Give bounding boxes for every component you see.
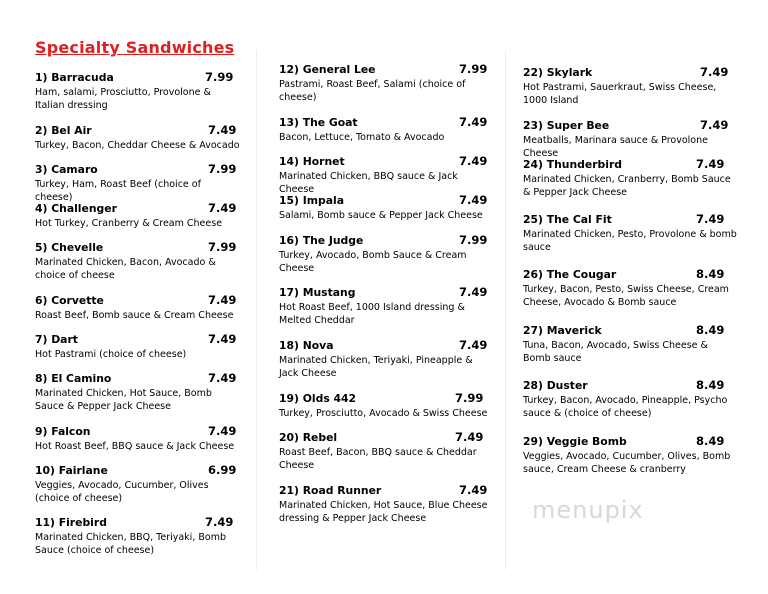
item-price: 8.49: [696, 267, 725, 281]
item-name: 11) Firebird: [35, 516, 107, 529]
menu-item: [523, 158, 738, 199]
item-description: Turkey, Prosciutto, Avocado & Swiss Cheese: [279, 408, 488, 419]
item-name: 27) Maverick: [523, 324, 602, 337]
item-price: 7.49: [208, 332, 237, 346]
item-description: Turkey, Ham, Roast Beef (choice of cheese): [35, 179, 201, 203]
item-description: Ham, salami, Prosciutto, Provolone & Italian dressing: [35, 87, 211, 111]
item-name: 22) Skylark: [523, 66, 593, 79]
menu-item: [35, 241, 240, 282]
menu-item: [35, 333, 240, 361]
menu-item: [35, 464, 240, 505]
column-divider: [505, 50, 506, 570]
item-price: 8.49: [696, 378, 725, 392]
item-name: 17) Mustang: [279, 286, 356, 299]
item-price: 7.49: [459, 193, 488, 207]
item-description: Marinated Chicken, BBQ, Teriyaki, Bomb Sauce (choice of cheese): [35, 532, 226, 556]
item-name: 3) Camaro: [35, 163, 98, 176]
item-price: 7.99: [459, 62, 488, 76]
item-price: 8.49: [696, 323, 725, 337]
menu-item: [523, 119, 738, 160]
item-description: Marinated Chicken, Teriyaki, Pineapple & Jack Cheese: [279, 355, 473, 379]
item-price: 7.49: [208, 123, 237, 137]
menu-item: [35, 425, 240, 453]
menu-item: [523, 66, 738, 107]
watermark-logo: menupix: [532, 496, 644, 524]
item-name: 26) The Cougar: [523, 268, 617, 281]
item-price: 7.49: [459, 285, 488, 299]
item-description: Veggies, Avocado, Cucumber, Olives, Bomb sauce, Cream Cheese & cranberry: [523, 451, 731, 475]
item-price: 7.49: [208, 293, 237, 307]
item-name: 16) The Judge: [279, 234, 364, 247]
item-price: 7.49: [205, 515, 234, 529]
menu-item: [35, 71, 240, 112]
item-description: Marinated Chicken, Bacon, Avocado & choice of cheese: [35, 257, 216, 281]
item-name: 7) Dart: [35, 333, 78, 346]
item-description: Meatballs, Marinara sauce & Provolone Cheese: [523, 135, 708, 159]
item-description: Hot Roast Beef, 1000 Island dressing & Melted Cheddar: [279, 302, 465, 326]
item-description: Veggies, Avocado, Cucumber, Olives (choice of cheese): [35, 480, 209, 504]
item-name: 20) Rebel: [279, 431, 338, 444]
item-description: Marinated Chicken, Hot Sauce, Bomb Sauce & Pepper Jack Cheese: [35, 388, 212, 412]
menu-item: [35, 516, 240, 557]
item-description: Tuna, Bacon, Avocado, Swiss Cheese & Bomb sauce: [523, 340, 708, 364]
menu-item: [523, 379, 738, 420]
item-name: 24) Thunderbird: [523, 158, 623, 171]
item-price: 7.49: [208, 201, 237, 215]
item-name: 2) Bel Air: [35, 124, 92, 137]
item-description: Hot Pastrami, Sauerkraut, Swiss Cheese, 1000 Island: [523, 82, 717, 106]
item-price: 7.49: [459, 483, 488, 497]
menu-item: [279, 392, 494, 420]
menu-item: [35, 163, 240, 204]
item-name: 12) General Lee: [279, 63, 376, 76]
item-price: 7.49: [700, 65, 729, 79]
page-title: Specialty Sandwiches: [35, 38, 235, 57]
item-name: 9) Falcon: [35, 425, 91, 438]
item-description: Hot Roast Beef, BBQ sauce & Jack Cheese: [35, 441, 235, 452]
item-price: 7.49: [459, 154, 488, 168]
item-price: 7.99: [205, 70, 234, 84]
item-price: 7.49: [696, 212, 725, 226]
item-name: 29) Veggie Bomb: [523, 435, 627, 448]
menu-item: [523, 435, 738, 476]
menu-item: [279, 431, 494, 472]
menu-item: [279, 116, 494, 144]
item-name: 4) Challenger: [35, 202, 117, 215]
menu-item: [523, 213, 738, 254]
item-price: 7.49: [700, 118, 729, 132]
item-price: 7.99: [208, 240, 237, 254]
item-name: 10) Fairlane: [35, 464, 108, 477]
menu-item: [35, 294, 240, 322]
menu-item: [523, 324, 738, 365]
item-price: 7.99: [455, 391, 484, 405]
item-description: Marinated Chicken, Cranberry, Bomb Sauce & Pepper Jack Cheese: [523, 174, 731, 198]
item-name: 28) Duster: [523, 379, 588, 392]
item-description: Marinated Chicken, BBQ sauce & Jack Cheese: [279, 171, 458, 195]
menu-item: [279, 339, 494, 380]
item-price: 7.99: [459, 233, 488, 247]
item-description: Turkey, Bacon, Cheddar Cheese & Avocado: [35, 140, 240, 151]
menu-item: [279, 194, 494, 222]
menu-item: [279, 286, 494, 327]
item-description: Roast Beef, Bomb sauce & Cream Cheese: [35, 310, 234, 321]
item-name: 8) El Camino: [35, 372, 112, 385]
item-price: 7.49: [459, 338, 488, 352]
menu-item: [279, 234, 494, 275]
item-description: Hot Turkey, Cranberry & Cream Cheese: [35, 218, 223, 229]
item-description: Turkey, Bacon, Pesto, Swiss Cheese, Cream Cheese, Avocado & Bomb sauce: [523, 284, 729, 308]
item-name: 14) Hornet: [279, 155, 345, 168]
item-name: 19) Olds 442: [279, 392, 357, 405]
menu-item: [279, 484, 494, 525]
item-name: 1) Barracuda: [35, 71, 114, 84]
item-name: 25) The Cal Fit: [523, 213, 612, 226]
item-name: 6) Corvette: [35, 294, 104, 307]
item-name: 5) Chevelle: [35, 241, 104, 254]
menu-item: [35, 124, 240, 152]
item-price: 8.49: [696, 434, 725, 448]
item-name: 23) Super Bee: [523, 119, 610, 132]
item-description: Marinated Chicken, Pesto, Provolone & bomb sauce: [523, 229, 737, 253]
column-divider: [256, 50, 257, 570]
item-name: 15) Impala: [279, 194, 344, 207]
item-description: Bacon, Lettuce, Tomato & Avocado: [279, 132, 445, 143]
item-price: 7.49: [208, 424, 237, 438]
item-price: 7.49: [455, 430, 484, 444]
item-name: 13) The Goat: [279, 116, 358, 129]
item-description: Marinated Chicken, Hot Sauce, Blue Cheese dressing & Pepper Jack Cheese: [279, 500, 488, 524]
item-price: 7.49: [459, 115, 488, 129]
item-price: 7.49: [696, 157, 725, 171]
menu-item: [279, 63, 494, 104]
menu-item: [523, 268, 738, 309]
item-price: 6.99: [208, 463, 237, 477]
item-description: Pastrami, Roast Beef, Salami (choice of cheese): [279, 79, 466, 103]
menu-item: [35, 202, 240, 230]
item-price: 7.99: [208, 162, 237, 176]
item-description: Salami, Bomb sauce & Pepper Jack Cheese: [279, 210, 483, 221]
item-description: Roast Beef, Bacon, BBQ sauce & Cheddar Cheese: [279, 447, 477, 471]
item-name: 21) Road Runner: [279, 484, 382, 497]
menu-item: [35, 372, 240, 413]
item-name: 18) Nova: [279, 339, 334, 352]
item-description: Turkey, Bacon, Avocado, Pineapple, Psycho sauce & (choice of cheese): [523, 395, 728, 419]
menu-item: [279, 155, 494, 196]
item-price: 7.49: [208, 371, 237, 385]
item-description: Hot Pastrami (choice of cheese): [35, 349, 187, 360]
item-description: Turkey, Avocado, Bomb Sauce & Cream Cheese: [279, 250, 467, 274]
